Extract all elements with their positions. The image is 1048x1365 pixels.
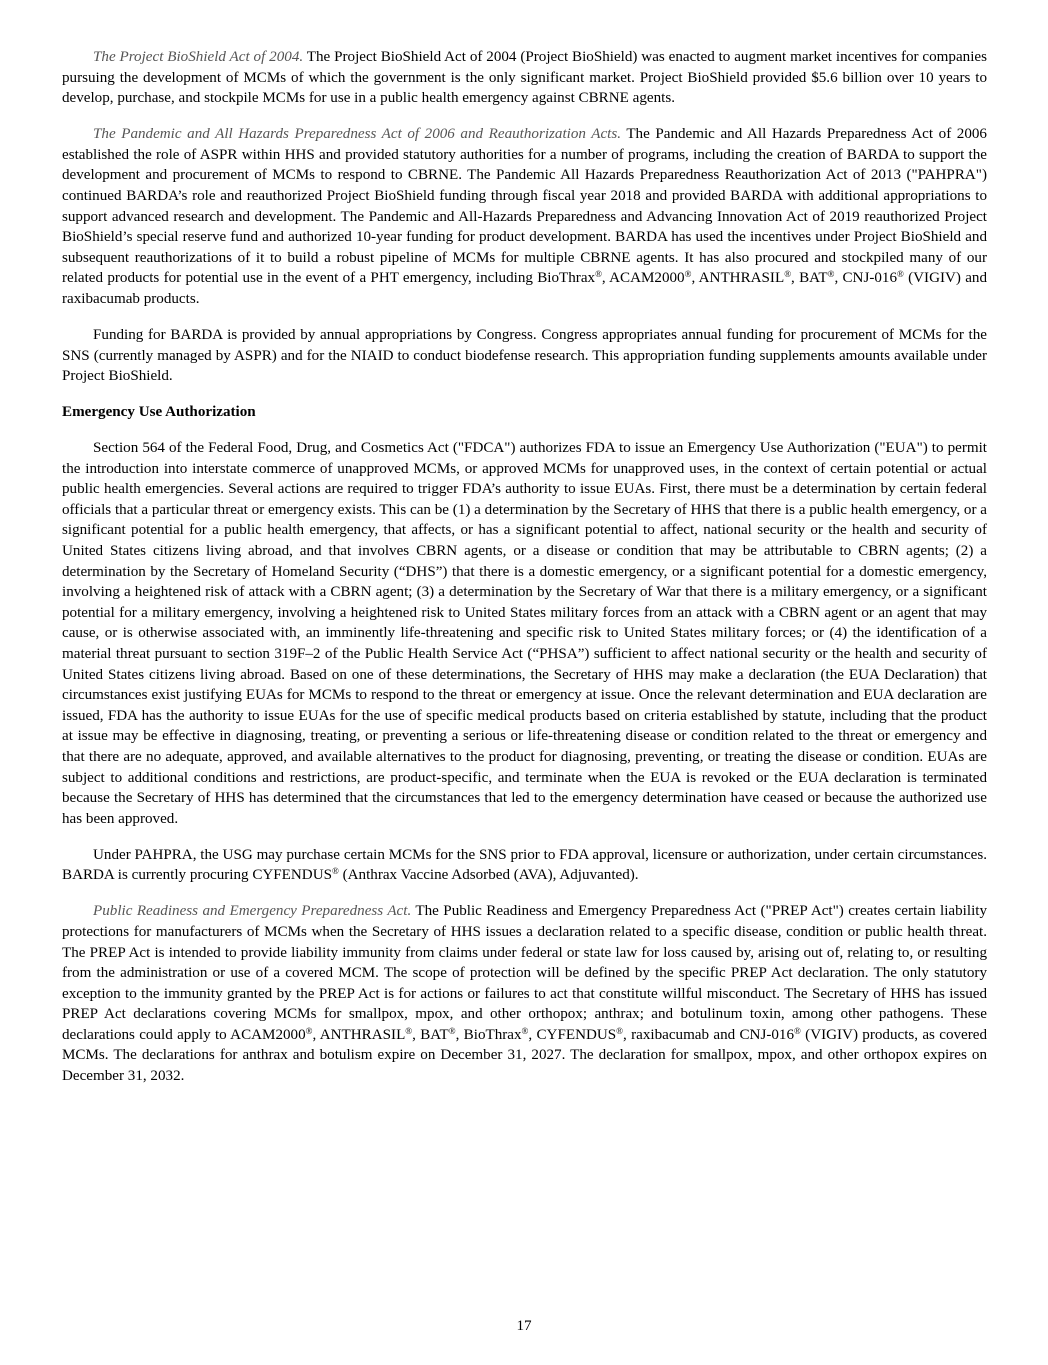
text-fragment: , BioThrax bbox=[455, 1026, 522, 1043]
text-fragment: , CNJ-016 bbox=[834, 270, 897, 287]
document-page bbox=[62, 47, 987, 1102]
text-fragment: , ANTHRASIL bbox=[312, 1026, 406, 1043]
paragraph-text: Funding for BARDA is provided by annual appropriations by Congress. Congress appropriates annual funding for procurement of MCMs for the SNS (currently managed by ASPR) and for the NIAID to conduct biodefense research. This appropriation funding supplements amounts available under Project BioShield. bbox=[62, 326, 987, 385]
registered-mark: ® bbox=[794, 1025, 801, 1036]
registered-mark: ® bbox=[332, 866, 339, 877]
paragraph-text: Under PAHPRA, the USG may purchase certain MCMs for the SNS prior to FDA approval, licensure or authorization, under certain circumstances. BARDA is currently procuring CYFENDUS bbox=[62, 846, 987, 884]
registered-mark: ® bbox=[405, 1025, 413, 1036]
registered-mark: ® bbox=[521, 1025, 529, 1036]
paragraph-barda-funding bbox=[62, 325, 987, 387]
text-fragment: , ACAM2000 bbox=[601, 270, 685, 287]
registered-mark: ® bbox=[784, 269, 792, 280]
registered-mark: ® bbox=[595, 269, 602, 280]
section-heading-eua: Emergency Use Authorization bbox=[62, 404, 256, 421]
paragraph-pahpra bbox=[62, 845, 987, 886]
paragraph-text: The Public Readiness and Emergency Preparedness Act ("PREP Act") creates certain liability protections for manufacturers of MCMs when the Secretary of HHS issues a declaration related to a specific disease, condition or public health threat. The PREP Act is intended to provide liability immunity from claims under federal or state law for loss caused by, arising out of, relating to, or resulting from the administration or use of a covered MCM. The scope of protection will be defined by the specific PREP Act declaration. The only statutory exception to the immunity granted by the PREP Act is for actions or failures to act that constitute willful misconduct. The Secretary of HHS has issued PREP Act declarations covering MCMs for smallpox, mpox, and other orthopox; anthrax; and botulinum toxin, among other pathogens. These declarations could apply to ACAM2000 bbox=[62, 903, 987, 1043]
paragraph-eua bbox=[62, 438, 987, 829]
registered-mark: ® bbox=[448, 1025, 456, 1036]
registered-mark: ® bbox=[897, 269, 904, 280]
paragraph-prep-act bbox=[62, 901, 987, 1086]
registered-mark: ® bbox=[305, 1025, 313, 1036]
registered-mark: ® bbox=[827, 269, 835, 280]
paragraph-text: The Pandemic and All Hazards Preparedness Act of 2006 established the role of ASPR within HHS and provided statutory authorities for a number of programs, including the creation of BARDA to support the development and procurement of MCMs to respond to CBRNE. The Pandemic All Hazards Preparedness Reauthorization Act of 2013 ("PAHPRA") continued BARDA’s role and reauthorized Project BioShield funding through fiscal year 2018 and provided BARDA with additional appropriations to support advanced research and development. The Pandemic and All-Hazards Preparedness and Advancing Innovation Act of 2019 reauthorized Project BioShield’s special reserve fund and authorized 10-year funding for product development. BARDA has used the incentives under Project BioShield and subsequent reauthorizations of it to build a robust pipeline of MCMs for multiple CBRNE agents. It has also procured and stockpiled many of our related products for potential use in the event of a PHT emergency, including BioThrax bbox=[62, 126, 987, 287]
paragraph-text: Section 564 of the Federal Food, Drug, and Cosmetics Act ("FDCA") authorizes FDA to issue an Emergency Use Authorization ("EUA") to permit the introduction into interstate commerce of unapproved MCMs, or approved MCMs for unapproved uses, in the context of certain potential or actual public health emergencies. Several actions are required to trigger FDA’s authority to issue EUAs. First, there must be a determination by certain federal officials that a particular threat or emergency exists. This can be (1) a determination by the Secretary of HHS that there is a public health emergency, or a significant potential for a public health emergency, that affects, or has a significant potential to affect, national security or the health and security of United States citizens living abroad, and that involves CBRN agents, or a disease or condition that may be attributable to CBRN agents; (2) a determination by the Secretary of Homeland Security (“DHS”) that there is a domestic emergency, or a significant potential for a domestic emergency, involving a heightened risk of attack with a CBRN agent; (3) a determination by the Secretary of War that there is a military emergency, or a significant potential for a military emergency, involving a heightened risk to United States military forces from an attack with a CBRN agent or an agent that may cause, or is otherwise associated with, an imminently life-threatening and specific risk to United States military forces; or (4) the identification of a material threat pursuant to section 319F–2 of the Public Health Service Act (“PHSA”) sufficient to affect national security or the health and security of United States citizens living abroad. Based on one of these determinations, the Secretary of HHS may make a declaration (the EUA Declaration) that circumstances exist justifying EUAs for MCMs to respond to the threat or emergency at issue. Once the relevant determination and EUA declaration are issued, FDA has the authority to issue EUAs for the use of specific medical products based on criteria established by statute, including that the product at issue may be effective in diagnosing, treating, or preventing a serious or life-threatening disease or condition related to the threat or emergency and that there are no adequate, approved, and available alternatives to the product for diagnosing, preventing, or treating the disease or condition. EUAs are subject to additional conditions and restrictions, are product-specific, and terminate when the EUA is revoked or the EUA declaration is terminated because the Secretary of HHS has determined that the circumstances that led to the emergency determination have ceased or because the authorized use has been approved. bbox=[62, 440, 987, 827]
text-fragment: , BAT bbox=[412, 1026, 449, 1043]
paragraph-title: Public Readiness and Emergency Preparedness Act. bbox=[93, 903, 412, 920]
paragraph-title: The Project BioShield Act of 2004. bbox=[93, 49, 304, 65]
paragraph-title: The Pandemic and All Hazards Preparedness Act of 2006 and Reauthorization Acts. bbox=[93, 126, 621, 143]
registered-mark: ® bbox=[616, 1025, 624, 1036]
paragraph-project-bioshield bbox=[62, 47, 987, 109]
text-fragment: , BAT bbox=[791, 270, 828, 287]
text-fragment: (Anthrax Vaccine Adsorbed (AVA), Adjuvanted). bbox=[338, 867, 639, 884]
registered-mark: ® bbox=[684, 269, 692, 280]
text-fragment: , ANTHRASIL bbox=[691, 270, 785, 287]
page-number: 17 bbox=[516, 1318, 532, 1334]
text-fragment: (VIGIV) products, as covered MCMs. The declarations for anthrax and botulism expire on December 31, 2027. The declaration for smallpox, mpox, and other orthopox expires on December 31, 2032. bbox=[62, 1026, 988, 1085]
text-fragment: (VIGIV) and raxibacumab products. bbox=[62, 270, 987, 307]
text-fragment: , CYFENDUS bbox=[528, 1026, 617, 1043]
paragraph-text: The Project BioShield Act of 2004 (Project BioShield) was enacted to augment market incentives for companies pursuing the development of MCMs of which the government is the only significant market. Project BioShield provided $5.6 billion over 10 years to develop, purchase, and stockpile MCMs for use in a public health emergency against CBRNE agents. bbox=[62, 49, 987, 107]
text-fragment: , raxibacumab and CNJ-016 bbox=[623, 1026, 794, 1043]
paragraph-pahpa bbox=[62, 124, 987, 309]
